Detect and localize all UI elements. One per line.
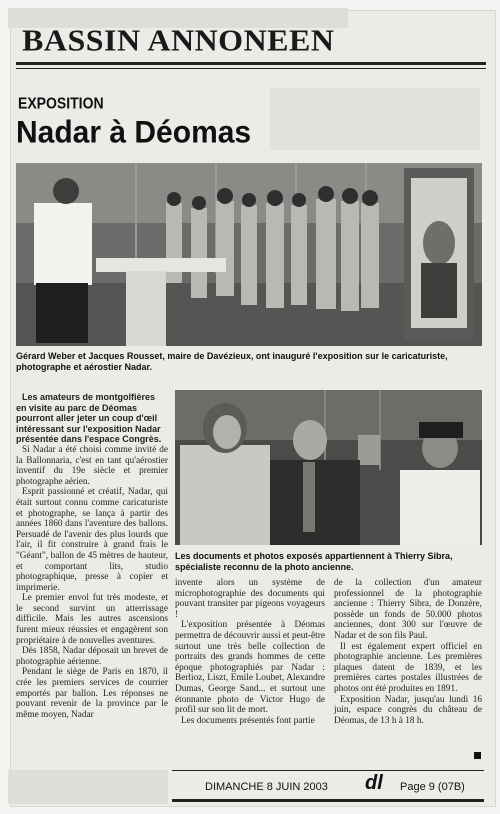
article-headline: Nadar à Déomas [16,115,252,150]
paragraph: de la collection d'un amateur professionnel de la photographie ancienne : Thierry Sibra, de Donzère, possède un fonds de 50.000 photos anciennes, dont 300 sur l'œuvre de Nadar et de son fils Paul. [334,578,482,641]
photo2-caption: Les documents et photos exposés appartiennent à Thierry Sibra, spécialiste reconnu de la photo ancienne. [175,551,453,572]
article-column-3 [334,578,482,763]
footer-logo: dl [365,772,383,794]
paragraph: Les documents présentés font partie [181,715,315,726]
masthead-rule-thin [16,68,486,69]
footer-rule-bottom [172,799,484,802]
paragraph: Si Nadar a été choisi comme invité de la Ballonnaria, c'est en tant qu'aérostier inventif du 19e siècle et premier photographe aérien. [16,444,168,487]
footer-rule [172,770,484,771]
paragraph: Exposition Nadar, jusqu'au lundi 16 juin, espace congrès du château de Déomas, de 13 h à 18 h. [334,694,482,726]
paragraph: Esprit passionné et créatif, Nadar, qui était surtout connu comme caricaturiste et photographe, se lança à partir des années 1860 dans l'aventure des ballons. Persuadé de l'avenir des plus lourds que l'air, il fit construire à grand frais le "Géant", ballon de 45 mètres de hauteur, et comportant lits, studio photographique, presse à copier et imprimerie. [16,487,168,593]
footer-date: DIMANCHE 8 JUIN 2003 [205,781,328,793]
paragraph: Le premier envol fut très modeste, et le second survint un atterrissage difficile. Mais les autres ascensions furent mieux réussies et engagèrent son propriétaire à de nouvelles aventures. [16,593,168,646]
article-kicker: EXPOSITION [18,94,104,112]
photo-illustration [16,163,482,346]
paragraph: Dès 1858, Nadar déposait un brevet de photographie aérienne. [16,646,168,667]
paragraph: Pendant le siège de Paris en 1870, il crée les premiers services de courrier emportés par ballon. Les réponses ne pouvant revenir de la province par le même moyen, Nadar [16,667,168,720]
article-lede: Les amateurs de montgolfières en visite au parc de Déomas pourront aller jeter un coup d'œil intéressant sur l'exposition Nadar présentée dans l'espace Congrès. [16,392,162,445]
paragraph: Il est également expert officiel en photographie ancienne. Les premières plaques datent de 1839, et les premières cartes postales illustrées de photos ont été produites en 1891. [334,641,482,694]
article-column-2 [175,578,325,763]
photo-illustration [175,390,482,545]
masthead-rule [16,62,486,65]
bleed-through [270,88,480,150]
masthead-title: BASSIN ANNONEEN [22,22,335,58]
paragraph: L'exposition présentée à Déomas permettra de découvrir aussi et peut-être surtout une très belle collection de portraits des grands hommes de cette époque photographiés par Nadar : Berlioz, Liszt, Emile Loubet, Alexandre Dumas, George Sand... et surtout une étonnante photo de Victor Hugo de profil sur son lit de mort. [175,620,325,716]
article-column-1 [16,392,168,772]
paragraph: invente alors un système de microphotographie des documents qui pouvant transiter par pigeons voyageurs ! [175,578,325,620]
exhibition-inauguration-photo [16,163,482,346]
scan-artifact [8,770,168,804]
collector-photo [175,390,482,545]
photo1-caption: Gérard Weber et Jacques Rousset, maire de Davézieux, ont inauguré l'exposition sur le caricaturiste, photographe et aérostier Nadar. [16,351,448,372]
footer-page-number: Page 9 (07B) [400,781,465,793]
end-of-article-mark [474,752,481,759]
